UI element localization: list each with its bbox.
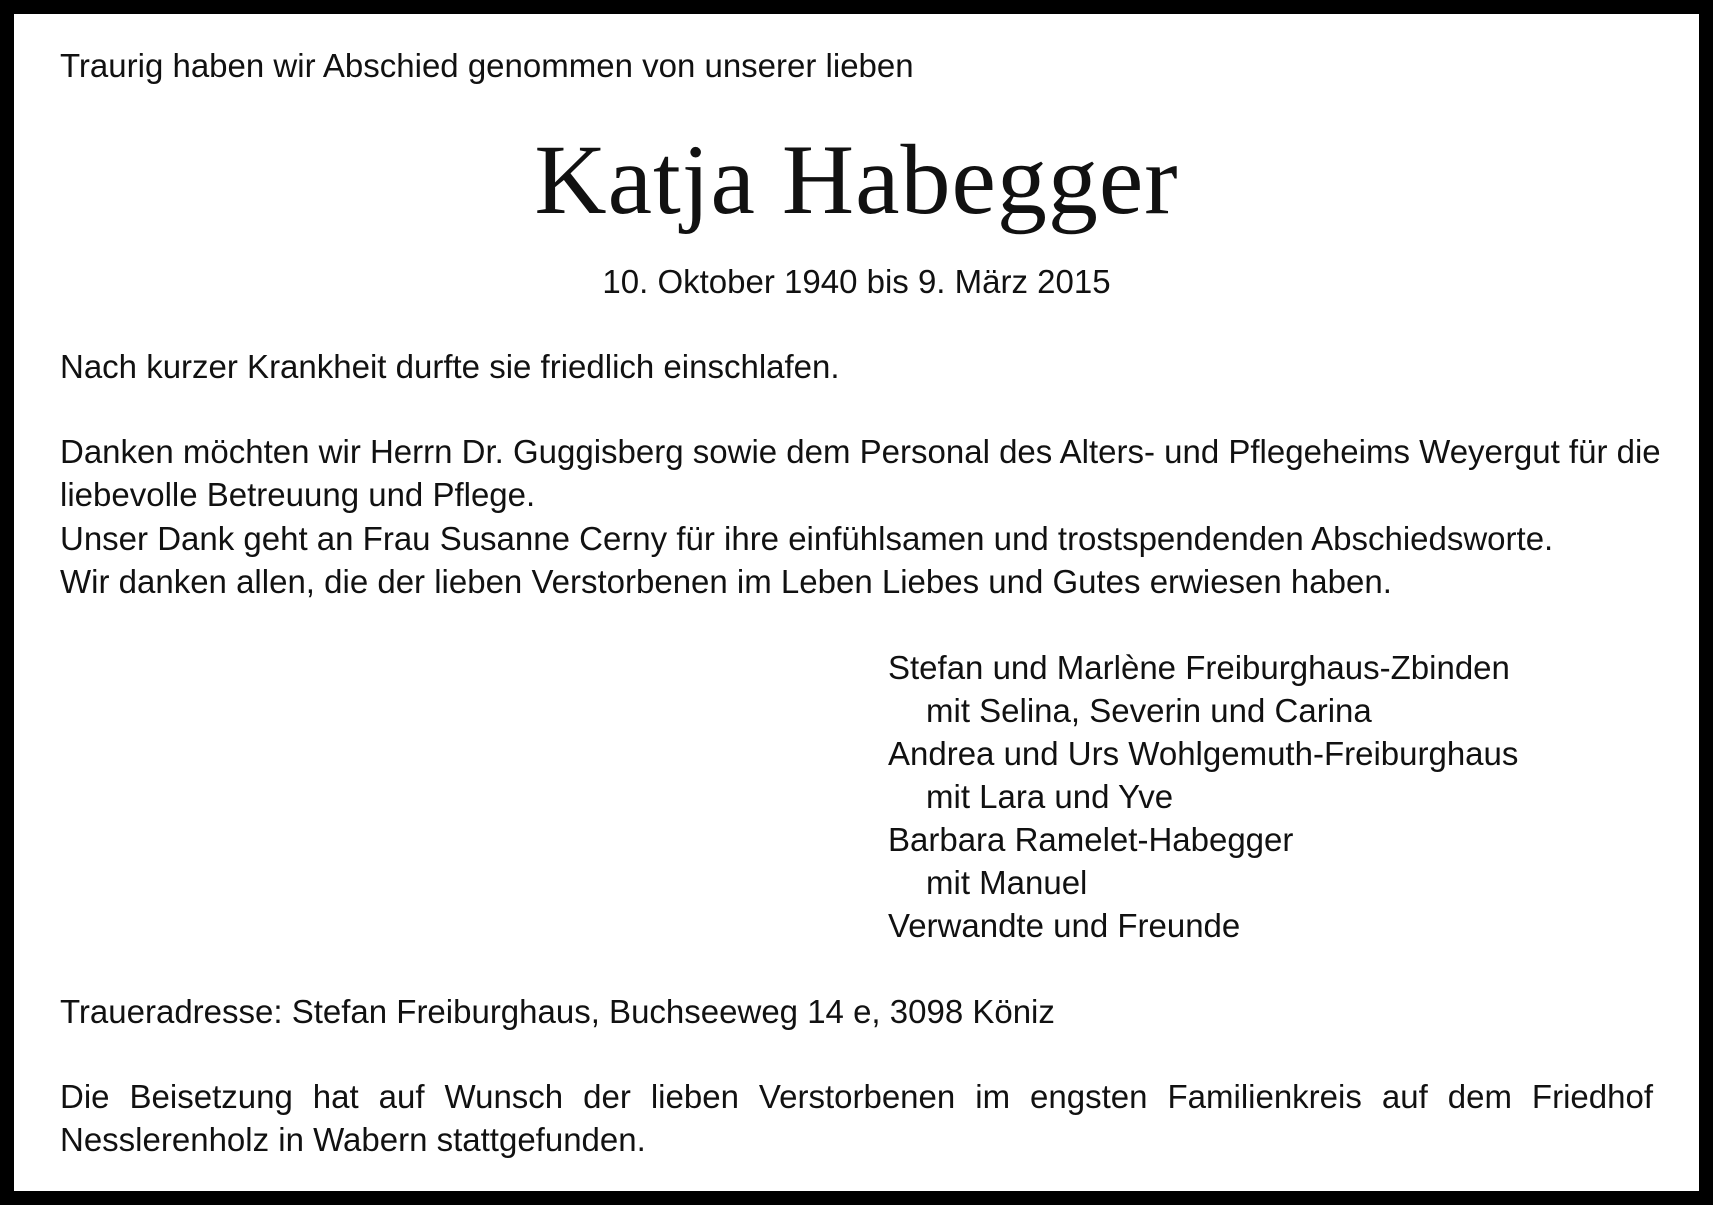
paragraph-illness: Nach kurzer Krankheit durfte sie friedlich einschlafen. (60, 348, 840, 385)
deceased-name: Katja Habegger (534, 124, 1179, 235)
life-dates: 10. Oktober 1940 bis 9. März 2015 (602, 263, 1111, 300)
burial-paragraph (60, 1075, 1653, 1161)
mourner-line: Stefan und Marlène Freiburghaus-Zbinden (888, 649, 1510, 686)
mourner-line: Verwandte und Freunde (888, 907, 1241, 944)
mourner-line: mit Manuel (926, 864, 1088, 901)
mourner-line: mit Lara und Yve (926, 778, 1174, 815)
paragraph-thanks-line-2: liebevolle Betreuung und Pflege. (60, 476, 536, 513)
paragraph-thanks-line-1: Danken möchten wir Herrn Dr. Guggisberg sowie dem Personal des Alters- und Pflegeheims Weyergut für die (60, 433, 1661, 470)
intro-text: Traurig haben wir Abschied genommen von unserer lieben (60, 47, 914, 84)
burial-line-2: Nesslerenholz in Wabern stattgefunden. (60, 1121, 646, 1158)
mourning-address: Traueradresse: Stefan Freiburghaus, Buchseeweg 14 e, 3098 Köniz (60, 993, 1055, 1030)
mourner-line: Barbara Ramelet-Habegger (888, 821, 1294, 858)
mourners-list (888, 646, 1518, 947)
paragraph-thanks-all: Wir danken allen, die der lieben Verstorbenen im Leben Liebes und Gutes erwiesen haben. (60, 563, 1392, 600)
burial-line-1: Die Beisetzung hat auf Wunsch der lieben Verstorbenen im engsten Familienkreis auf dem Friedhof (60, 1078, 1653, 1115)
paragraph-thanks-cerny: Unser Dank geht an Frau Susanne Cerny für ihre einfühlsamen und trostspendenden Abschiedsworte. (60, 520, 1554, 557)
mourner-line: mit Selina, Severin und Carina (926, 692, 1372, 729)
mourner-line: Andrea und Urs Wohlgemuth-Freiburghaus (888, 735, 1519, 772)
